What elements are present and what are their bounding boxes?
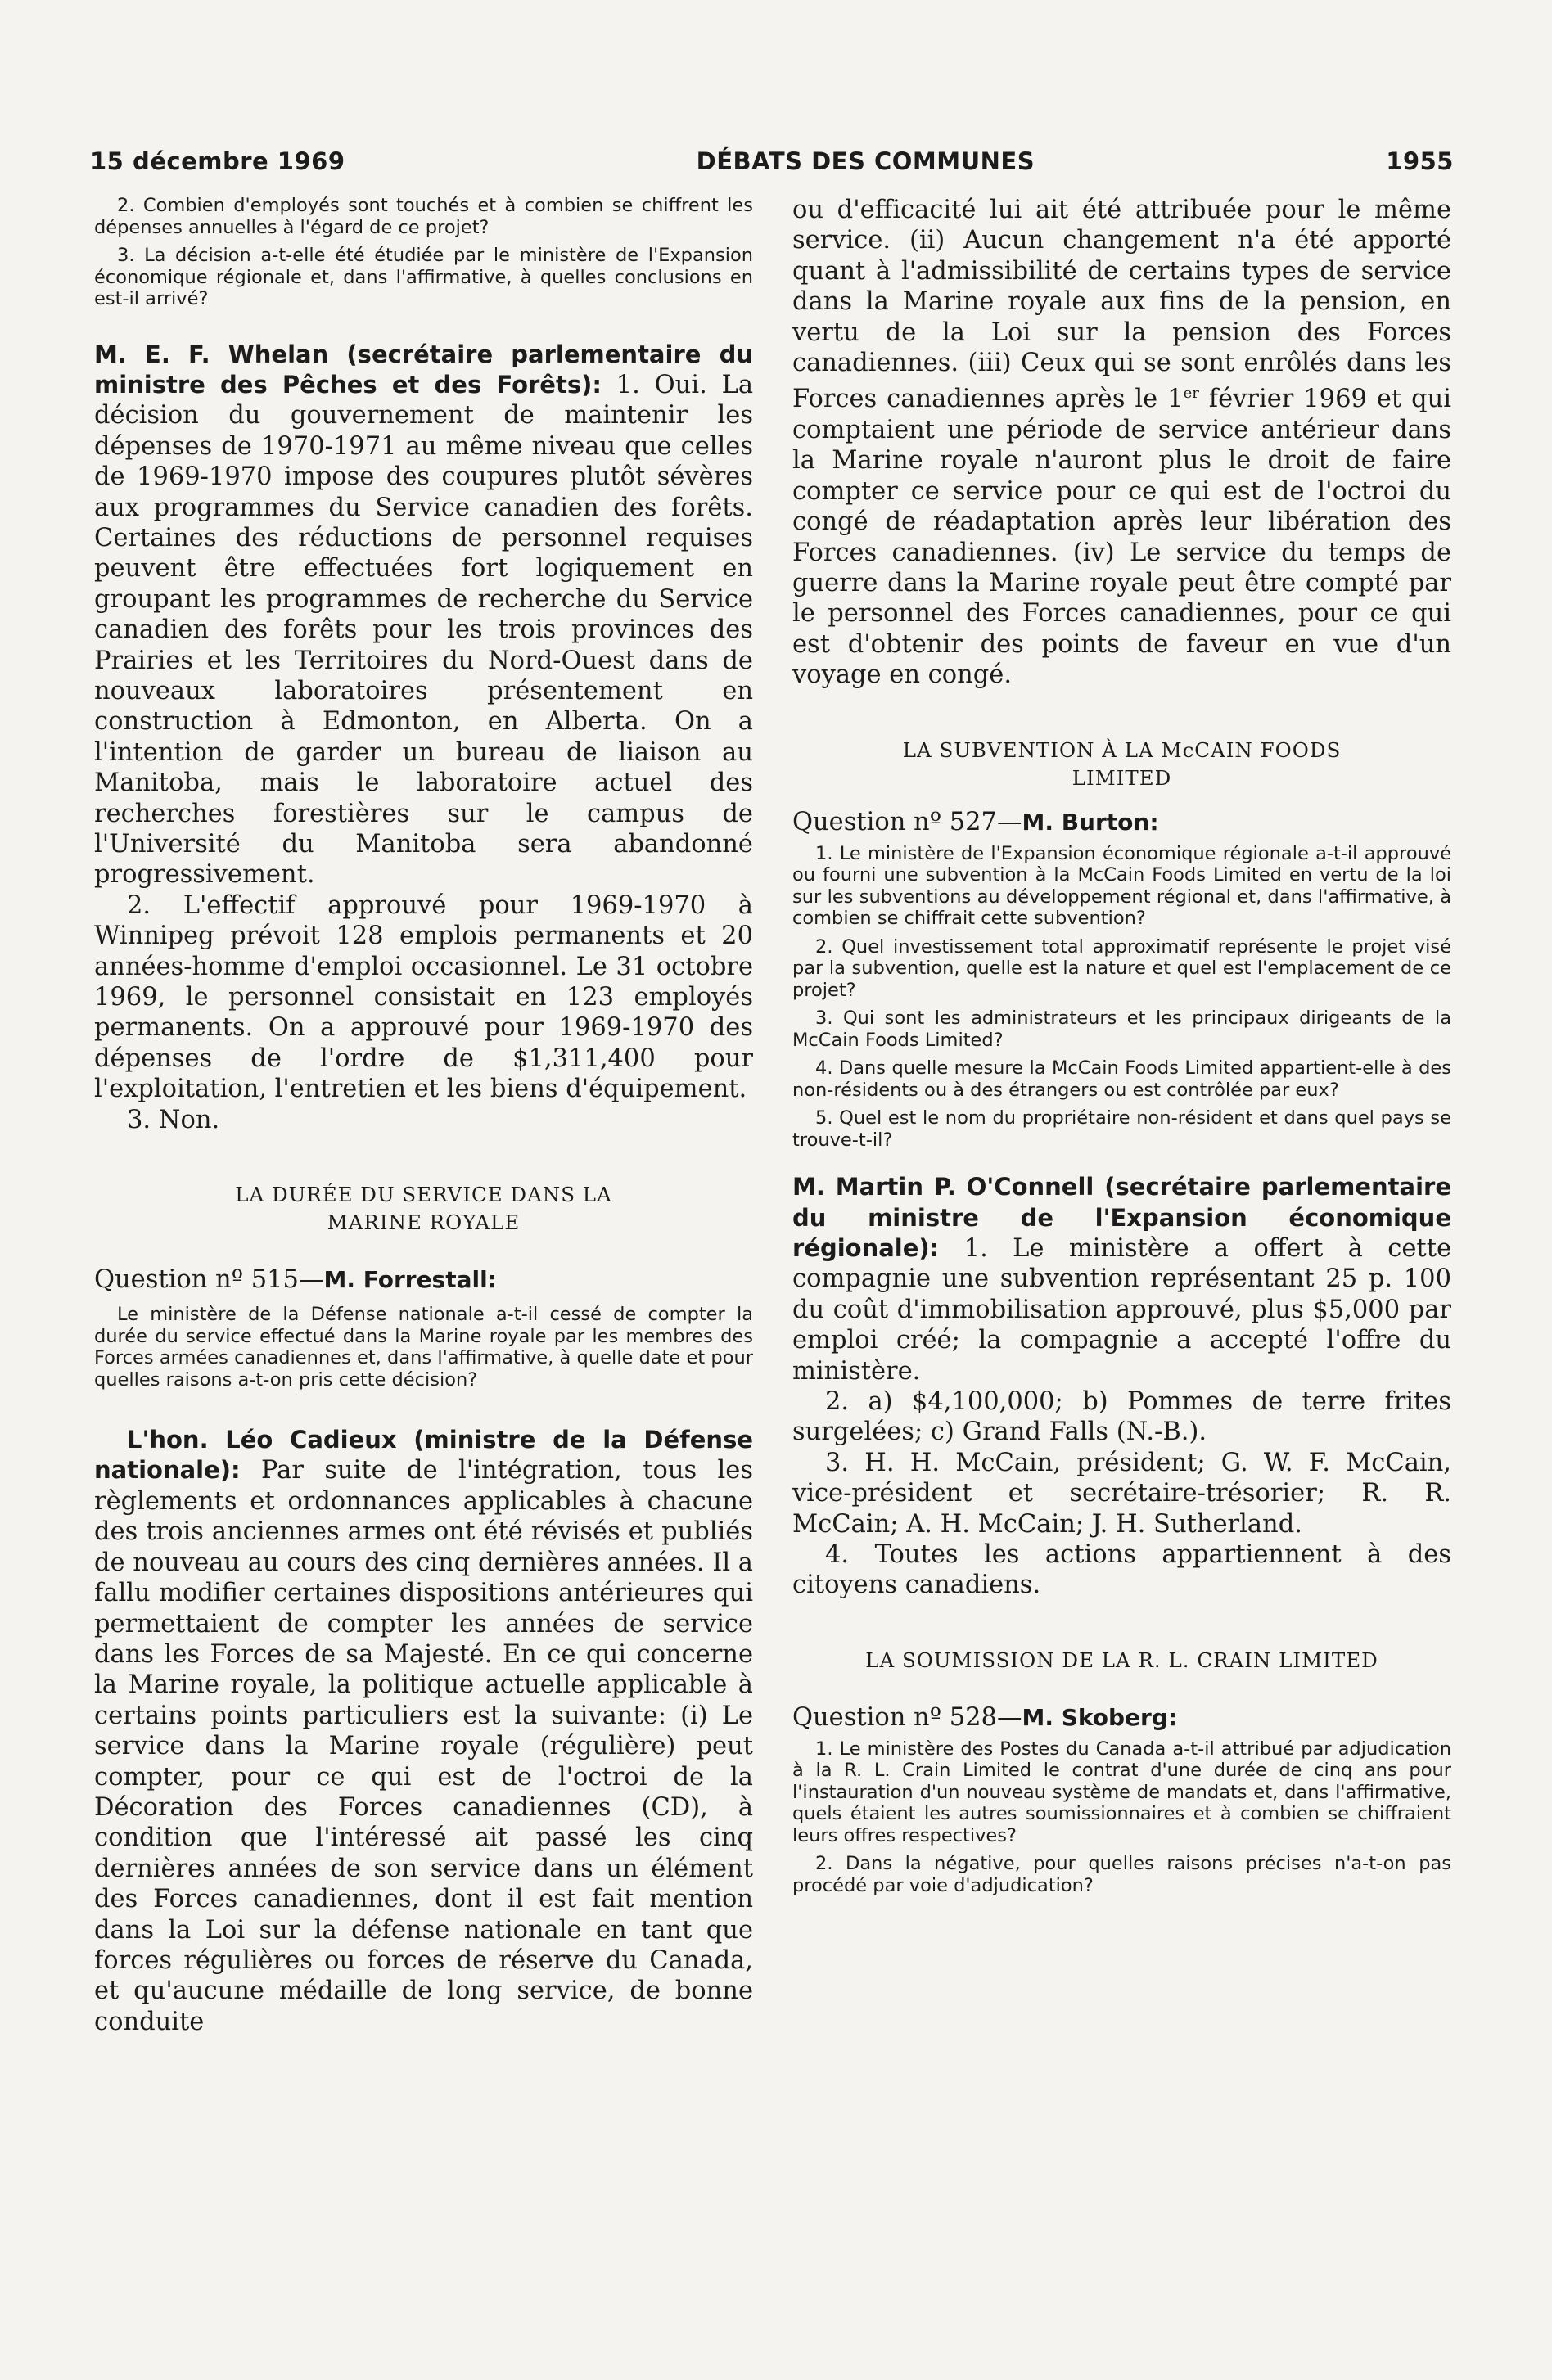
question-item: 3. Qui sont les administrateurs et les principaux dirigeants de la McCain Foods Limited? xyxy=(792,1007,1451,1051)
answer-paragraph: 2. a) $4,100,000; b) Pommes de terre frites surgelées; c) Grand Falls (N.-B.). xyxy=(792,1387,1451,1447)
whelan-answer xyxy=(94,340,753,890)
question-number: Question nº 528— xyxy=(792,1702,1022,1732)
question-asker: M. Forrestall: xyxy=(323,1266,497,1294)
answer-paragraph: 2. L'effectif approuvé pour 1969-1970 à Winnipeg prévoit 128 emplois permanents et 20 années-homme d'emploi occasionnel. Le 31 octobre 1969, le personnel consistait en 123 employés permanents. On a approuvé pour 1969-1970 des dépenses de l'ordre de $1,311,400 pour l'exploitation, l'entretien et les biens d'équipement. xyxy=(94,890,753,1104)
header-title: DÉBATS DES COMMUNES xyxy=(696,147,1035,175)
right-column xyxy=(792,195,1451,1903)
answer-paragraph: 3. Non. xyxy=(127,1105,220,1134)
speaker-whelan: M. E. F. Whelan (secrétaire parlementaire du ministre des Pêches et des Forêts): xyxy=(94,340,753,399)
question-item: 2. Quel investissement total approximatif représente le projet visé par la subvention, quelle est la nature et quel est l'emplacement de ce projet? xyxy=(792,935,1451,1001)
section-title: LA SUBVENTION À LA McCAIN FOODS xyxy=(902,737,1342,762)
question-number: Question nº 527— xyxy=(792,807,1022,836)
question-item: 2. Dans la négative, pour quelles raisons précises n'a-t-on pas procédé par voie d'adjudication? xyxy=(792,1853,1451,1896)
answer-text: 1. Le ministère a offert à cette compagnie une subvention représentant 25 p. 100 du coût d'immobilisation approuvé, plus $5,000 par emploi créé; la compagnie a accepté l'offre du ministère. xyxy=(792,1233,1451,1386)
question-number: Question nº 515— xyxy=(94,1265,324,1295)
question-heading xyxy=(792,807,1451,838)
question-heading xyxy=(792,1702,1451,1733)
question-item: 2. Combien d'employés sont touchés et à combien se chiffrent les dépenses annuelles à l'égard de ce projet? xyxy=(94,195,753,238)
oconnell-answer xyxy=(792,1172,1451,1386)
speaker-oconnell: M. Martin P. O'Connell (secrétaire parlementaire du ministre de l'Expansion économique régionale): xyxy=(792,1173,1451,1262)
answer-text: Par suite de l'intégration, tous les règlements et ordonnances applicables à chacune des trois anciennes armes ont été révisés et publiés de nouveau au cours des cinq dernières années. Il a fallu modifier certaines dispositions antérieures qui permettaient de compter les années de service dans les Forces de sa Majesté. En ce qui concerne la Marine royale, la politique actuelle applicable à certains points particuliers est la suivante: (i) Le service dans la Marine royale (régulière) peut compter, pour ce qui est de l'octroi de la Décoration des Forces canadiennes (CD), à condition que l'intéressé ait passé les cinq dernières années de son service dans un élément des Forces canadiennes, dont il est fait mention dans la Loi sur la défense nationale en tant que forces régulières ou forces de réserve du Canada, et qu'aucune médaille de long service, de bonne conduite xyxy=(94,1456,753,2036)
answer-continuation: ou d'efficacité lui ait été attribuée pour le même service. (ii) Aucun changement n'a été apporté quant à l'admissibilité de certains types de service dans la Marine royale aux fins de la pension, en vertu de la Loi sur la pension des Forces canadiennes. (iii) Ceux qui se sont enrôlés dans les Forces canadiennes après le 1er février 1969 et qui comptaient une période de service antérieur dans la Marine royale n'auront plus le droit de faire compter ce service pour ce qui est de l'octroi du congé de réadaptation après leur libération des Forces canadiennes. (iv) Le service du temps de guerre dans la Marine royale peut être compté par le personnel des Forces canadiennes, pour ce qui est d'obtenir des points de faveur en vue d'un voyage en congé. xyxy=(792,196,1451,690)
question-item: 1. Le ministère des Postes du Canada a-t-il attribué par adjudication à la R. L. Crain Limited le contrat d'une durée de cinq ans pour l'instauration d'un nouveau système de mandats et, dans l'affirmative, quels étaient les autres soumissionnaires et à combien se chiffraient leurs offres respectives? xyxy=(792,1738,1451,1846)
question-heading xyxy=(94,1264,753,1296)
answer-paragraph: 3. H. H. McCain, président; G. W. F. McCain, vice-président et secrétaire-trésorier; R. R. McCain; A. H. McCain; J. H. Sutherland. xyxy=(792,1448,1451,1539)
question-item: 4. Dans quelle mesure la McCain Foods Limited appartient-elle à des non-résidents ou à des étrangers ou est contrôlée par eux? xyxy=(792,1057,1451,1101)
section-title: LIMITED xyxy=(1072,765,1172,790)
answer-text: 1. Oui. La décision du gouvernement de maintenir les dépenses de 1970-1971 au même niveau que celles de 1969-1970 impose des coupures plutôt sévères aux programmes du Service canadien des forêts. Certaines des réductions de personnel requises peuvent être effectuées fort logiquement en groupant les programmes de recherche du Service canadien des forêts pour les trois provinces des Prairies et les Territoires du Nord-Ouest dans de nouveaux laboratoires présentement en construction à Edmonton, en Alberta. On a l'intention de garder un bureau de liaison au Manitoba, mais le laboratoire actuel des recherches forestières sur le campus de l'Université du Manitoba sera abandonné progressivement. xyxy=(94,370,754,890)
question-item: 1. Le ministère de l'Expansion économique régionale a-t-il approuvé ou fourni une subvention à la McCain Foods Limited en vertu de la loi sur les subventions au développement régional et, dans l'affirmative, à combien se chiffrait cette subvention? xyxy=(792,842,1451,930)
section-title: LA SOUMISSION DE LA R. L. CRAIN LIMITED xyxy=(865,1648,1378,1672)
left-column xyxy=(94,195,753,2037)
superscript: er xyxy=(1183,385,1199,403)
speaker-cadieux: L'hon. Léo Cadieux (ministre de la Défense nationale): xyxy=(94,1426,753,1485)
running-head xyxy=(90,147,1454,175)
header-date: 15 décembre 1969 xyxy=(90,147,345,175)
section-title: LA DURÉE DU SERVICE DANS LA xyxy=(235,1183,612,1207)
cadieux-answer xyxy=(94,1425,753,2037)
question-text: Le ministère de la Défense nationale a-t-il cessé de compter la durée du service effectué dans la Marine royale par les membres des Forces armées canadiennes et, dans l'affirmative, à quelle date et pour quelles raisons a-t-on pris cette décision? xyxy=(94,1304,753,1391)
answer-paragraph: 4. Toutes les actions appartiennent à des citoyens canadiens. xyxy=(792,1540,1451,1600)
question-item: 5. Quel est le nom du propriétaire non-résident et dans quel pays se trouve-t-il? xyxy=(792,1107,1451,1151)
question-item: 3. La décision a-t-elle été étudiée par le ministère de l'Expansion économique régionale et, dans l'affirmative, à quelles conclusions en est-il arrivé? xyxy=(94,245,753,309)
question-asker: M. Burton: xyxy=(1022,808,1159,836)
question-asker: M. Skoberg: xyxy=(1022,1703,1178,1731)
section-title: MARINE ROYALE xyxy=(327,1210,521,1235)
page-number: 1955 xyxy=(1386,147,1454,175)
